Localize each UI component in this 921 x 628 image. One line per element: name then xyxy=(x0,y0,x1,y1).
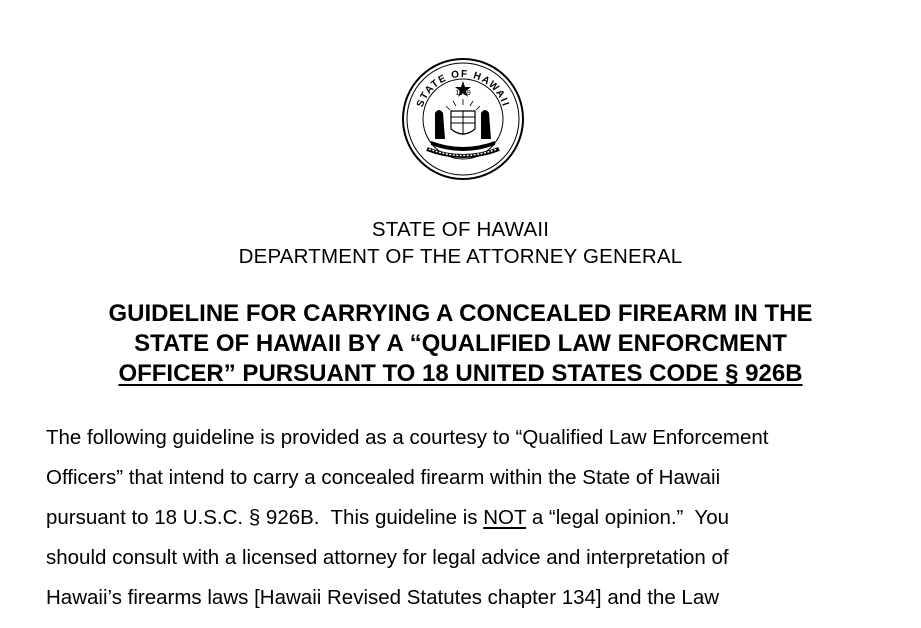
state-seal-graphic xyxy=(401,57,525,181)
state-seal xyxy=(401,57,525,181)
title-line-3 xyxy=(0,360,921,388)
title-line-2: STATE OF HAWAII BY A “QUALIFIED LAW ENFORCMENT xyxy=(134,330,787,357)
header-state: STATE OF HAWAII xyxy=(371,218,550,241)
body-line-3-post: a “legal opinion.” You xyxy=(526,506,730,529)
title-line-1: GUIDELINE FOR CARRYING A CONCEALED FIREARM IN THE xyxy=(108,300,813,327)
body-line-5: Hawaii’s firearms laws [Hawaii Revised Statutes chapter 134] and the Law xyxy=(46,586,720,609)
body-line-4: should consult with a licensed attorney for legal advice and interpretation of xyxy=(46,546,729,569)
seal-ring-text: STATE OF HAWAII xyxy=(414,68,512,109)
body-line-3 xyxy=(46,506,729,530)
seal-year: 1959 xyxy=(455,90,471,97)
header-department: DEPARTMENT OF THE ATTORNEY GENERAL xyxy=(238,245,683,268)
body-line-1: The following guideline is provided as a courtesy to “Qualified Law Enforcement xyxy=(46,426,769,449)
body-line-3-pre: pursuant to 18 U.S.C. § 926B. This guideline is xyxy=(46,506,484,529)
title-line-3-text: OFFICER” PURSUANT TO 18 UNITED STATES CODE § 926B xyxy=(118,360,803,387)
body-line-2: Officers” that intend to carry a concealed firearm within the State of Hawaii xyxy=(46,466,721,489)
body-not-emphasis: NOT xyxy=(483,506,527,529)
